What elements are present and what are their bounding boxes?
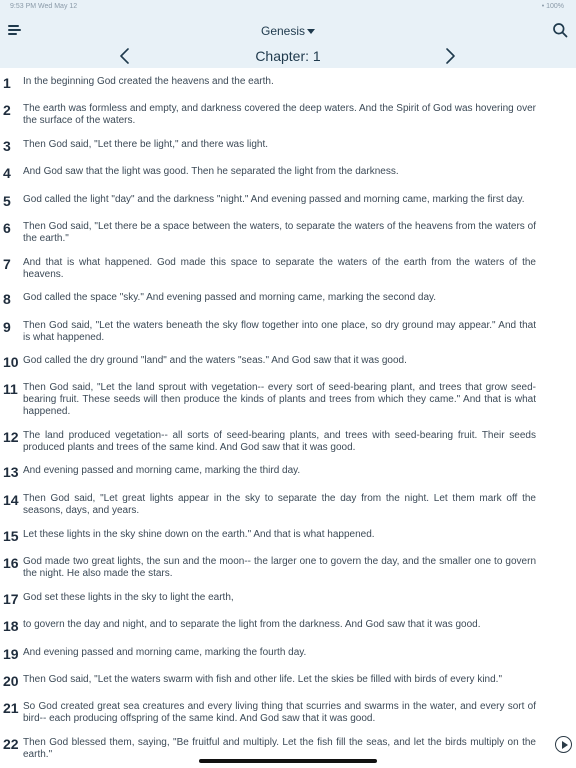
chevron-right-icon[interactable] (443, 47, 457, 65)
verse-number: 2 (3, 102, 11, 118)
verse-number: 11 (3, 381, 18, 397)
verse-number: 17 (3, 591, 19, 607)
chapter-title: Chapter: 1 (255, 48, 321, 64)
verse-number: 6 (3, 220, 11, 236)
verse-number: 10 (3, 354, 19, 370)
verse-number: 12 (3, 429, 19, 445)
verse-text: Let these lights in the sky shine down on the earth." And that is what happened. (23, 529, 375, 540)
verse-number: 5 (3, 193, 11, 209)
verse-number: 21 (3, 700, 19, 716)
verse-text: God called the space "sky." And evening passed and morning came, marking the second day. (23, 292, 437, 303)
book-title: Genesis (260, 24, 306, 38)
verse-number: 22 (3, 736, 19, 752)
verse-text: God called the dry ground "land" and the waters "seas." And God saw that it was good. (23, 355, 407, 366)
verse-number: 16 (3, 555, 19, 571)
verse-text: to govern the day and night, and to separate the light from the darkness. And God saw that it was good. (23, 619, 481, 630)
verse-text: The earth was formless and empty, and darkness covered the deep waters. And the Spirit of God was hovering over the surface of the waters. (23, 103, 536, 126)
verse-text: So God created great sea creatures and every living thing that scurries and swarms in the water, and every sort of bird-- each producing offspring of the same kind. And God saw that it was good. (23, 701, 536, 724)
verse-text: Then God said, "Let the land sprout with vegetation-- every sort of seed-bearing plant, and trees that grow seed-bearing fruit. These seeds will then produce the kinds of plants and trees from which they came." And that is what happened. (23, 382, 536, 417)
verse-text: God made two great lights, the sun and the moon-- the larger one to govern the day, and the smaller one to govern the night. He also made the stars. (23, 556, 536, 579)
verse-text: Then God said, "Let there be a space between the waters, to separate the waters of the heavens from the waters of the earth." (23, 221, 536, 244)
verse-text: God set these lights in the sky to light the earth, (23, 592, 234, 603)
verse-text: Then God said, "Let great lights appear in the sky to separate the day from the night. Let them mark off the seasons, days, and years. (23, 493, 536, 516)
verse-text: Then God said, "Let the waters beneath the sky flow together into one place, so dry ground may appear." And that is what happened. (23, 320, 536, 343)
home-indicator (199, 759, 377, 763)
verse-text: Then God blessed them, saying, "Be fruitful and multiply. Let the fish fill the seas, and let the birds multiply on the earth." (23, 737, 536, 760)
caret-down-icon (307, 29, 315, 34)
play-icon[interactable] (555, 736, 572, 753)
book-selector[interactable] (261, 24, 315, 38)
hamburger-menu-icon[interactable] (8, 23, 22, 37)
chapter-bar (0, 44, 576, 68)
verse-text: In the beginning God created the heavens and the earth. (23, 76, 274, 87)
verse-number: 3 (3, 138, 11, 154)
verse-text: God called the light "day" and the darkness "night." And evening passed and morning came, marking the first day. (23, 194, 525, 205)
verse-text: And God saw that the light was good. Then he separated the light from the darkness. (23, 166, 399, 177)
verse-text: The land produced vegetation-- all sorts of seed-bearing plants, and trees with seed-bearing fruit. Their seeds produced plants and trees of the same kind. And God saw that it was good. (23, 430, 536, 453)
verse-number: 14 (3, 492, 19, 508)
status-bar (0, 0, 576, 14)
verse-text: And that is what happened. God made this space to separate the waters of the earth from the waters of the heavens. (23, 257, 536, 280)
verse-number: 19 (3, 646, 19, 662)
verse-text: And evening passed and morning came, marking the fourth day. (23, 647, 307, 658)
search-icon[interactable] (552, 22, 568, 38)
verse-text: Then God said, "Let there be light," and there was light. (23, 139, 269, 150)
status-time: 9:53 PM Wed May 12 (10, 3, 78, 10)
verse-number: 1 (3, 75, 11, 91)
verse-text: And evening passed and morning came, marking the third day. (23, 465, 301, 476)
verse-number: 20 (3, 673, 19, 689)
status-battery: • 100% (541, 3, 564, 10)
verse-number: 18 (3, 618, 19, 634)
verse-number: 13 (3, 464, 19, 480)
book-selector-wrap (0, 24, 576, 38)
verse-number: 7 (3, 256, 11, 272)
verse-number: 4 (3, 165, 11, 181)
verse-number: 8 (3, 291, 11, 307)
nav-bar (0, 14, 576, 48)
verse-text: Then God said, "Let the waters swarm with fish and other life. Let the skies be filled with birds of every kind." (23, 674, 502, 685)
verse-number: 15 (3, 528, 19, 544)
verse-number: 9 (3, 319, 11, 335)
